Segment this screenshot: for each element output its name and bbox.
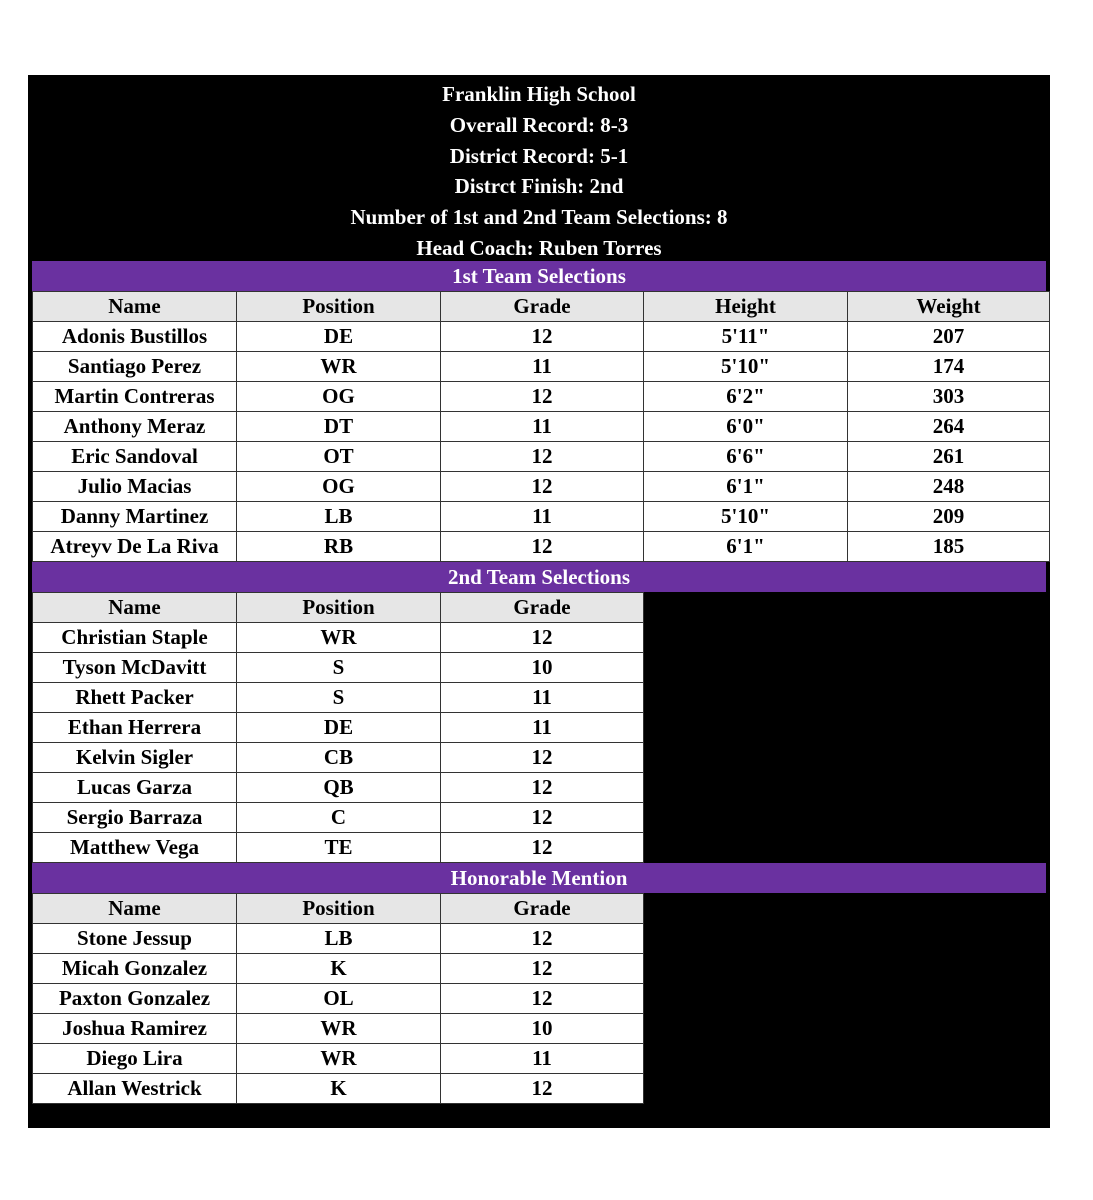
column-header-grade: Grade xyxy=(441,894,644,924)
column-header-name: Name xyxy=(33,894,237,924)
player-grade: 11 xyxy=(441,502,644,532)
player-grade: 12 xyxy=(441,532,644,562)
player-position: LB xyxy=(237,924,441,954)
second-team-body xyxy=(33,593,644,863)
table-row xyxy=(33,653,644,683)
table-row xyxy=(33,532,1050,562)
column-header-grade: Grade xyxy=(441,292,644,322)
player-name: Martin Contreras xyxy=(33,382,237,412)
school-name: Franklin High School xyxy=(442,82,636,106)
table-row xyxy=(33,352,1050,382)
table-row xyxy=(33,472,1050,502)
player-weight: 303 xyxy=(848,382,1050,412)
player-position: LB xyxy=(237,502,441,532)
honorable-mention-title: Honorable Mention xyxy=(32,863,1046,893)
player-name: Christian Staple xyxy=(33,623,237,653)
overall-record: Overall Record: 8-3 xyxy=(449,112,629,137)
table-row xyxy=(33,954,644,984)
player-name: Adonis Bustillos xyxy=(33,322,237,352)
district-record: District Record: 5-1 xyxy=(449,143,629,168)
player-grade: 12 xyxy=(441,954,644,984)
second-team-table xyxy=(32,592,644,863)
player-name: Allan Westrick xyxy=(33,1074,237,1104)
player-grade: 10 xyxy=(441,1014,644,1044)
player-height: 5'10" xyxy=(644,352,848,382)
player-position: OG xyxy=(237,472,441,502)
player-grade: 12 xyxy=(441,743,644,773)
column-header-grade: Grade xyxy=(441,593,644,623)
player-grade: 11 xyxy=(441,352,644,382)
column-header-row xyxy=(33,894,644,924)
player-position: OT xyxy=(237,442,441,472)
player-position: S xyxy=(237,683,441,713)
player-name: Matthew Vega xyxy=(33,833,237,863)
team-selections-count: Number of 1st and 2nd Team Selections: 8 xyxy=(350,205,728,230)
player-grade: 12 xyxy=(441,833,644,863)
player-grade: 12 xyxy=(441,623,644,653)
table-row xyxy=(33,1044,644,1074)
player-grade: 11 xyxy=(441,1044,644,1074)
player-position: WR xyxy=(237,352,441,382)
column-header-position: Position xyxy=(237,593,441,623)
player-height: 5'11" xyxy=(644,322,848,352)
player-grade: 12 xyxy=(441,773,644,803)
player-position: TE xyxy=(237,833,441,863)
player-position: WR xyxy=(237,623,441,653)
table-row xyxy=(33,833,644,863)
player-name: Danny Martinez xyxy=(33,502,237,532)
player-name: Julio Macias xyxy=(33,472,237,502)
player-weight: 264 xyxy=(848,412,1050,442)
player-name: Diego Lira xyxy=(33,1044,237,1074)
player-weight: 185 xyxy=(848,532,1050,562)
player-name: Tyson McDavitt xyxy=(33,653,237,683)
player-position: OG xyxy=(237,382,441,412)
player-position: C xyxy=(237,803,441,833)
player-position: DT xyxy=(237,412,441,442)
player-name: Ethan Herrera xyxy=(33,713,237,743)
player-height: 6'2" xyxy=(644,382,848,412)
player-name: Lucas Garza xyxy=(33,773,237,803)
all-district-sheet xyxy=(28,75,1050,1128)
second-team-title: 2nd Team Selections xyxy=(32,562,1046,592)
player-grade: 12 xyxy=(441,472,644,502)
player-name: Eric Sandoval xyxy=(33,442,237,472)
table-row xyxy=(33,382,1050,412)
table-row xyxy=(33,743,644,773)
column-header-position: Position xyxy=(237,292,441,322)
district-finish: Distrct Finish: 2nd xyxy=(454,174,624,199)
player-grade: 12 xyxy=(441,984,644,1014)
head-coach: Head Coach: Ruben Torres xyxy=(416,235,662,260)
first-team-title: 1st Team Selections xyxy=(32,261,1046,291)
player-height: 5'10" xyxy=(644,502,848,532)
player-height: 6'1" xyxy=(644,472,848,502)
player-grade: 12 xyxy=(441,322,644,352)
player-name: Joshua Ramirez xyxy=(33,1014,237,1044)
table-row xyxy=(33,1074,644,1104)
table-row xyxy=(33,623,644,653)
player-name: Atreyv De La Riva xyxy=(33,532,237,562)
table-row xyxy=(33,984,644,1014)
player-position: DE xyxy=(237,322,441,352)
player-position: WR xyxy=(237,1014,441,1044)
table-row xyxy=(33,803,644,833)
player-grade: 11 xyxy=(441,713,644,743)
table-row xyxy=(33,442,1050,472)
player-weight: 261 xyxy=(848,442,1050,472)
player-weight: 209 xyxy=(848,502,1050,532)
honorable-mention-body xyxy=(33,894,644,1104)
player-position: K xyxy=(237,1074,441,1104)
player-height: 6'6" xyxy=(644,442,848,472)
player-name: Sergio Barraza xyxy=(33,803,237,833)
player-height: 6'1" xyxy=(644,532,848,562)
player-name: Kelvin Sigler xyxy=(33,743,237,773)
player-name: Paxton Gonzalez xyxy=(33,984,237,1014)
player-position: RB xyxy=(237,532,441,562)
player-grade: 11 xyxy=(441,412,644,442)
table-row xyxy=(33,502,1050,532)
player-position: QB xyxy=(237,773,441,803)
player-name: Anthony Meraz xyxy=(33,412,237,442)
column-header-name: Name xyxy=(33,593,237,623)
player-grade: 12 xyxy=(441,1074,644,1104)
player-name: Santiago Perez xyxy=(33,352,237,382)
player-height: 6'0" xyxy=(644,412,848,442)
player-name: Stone Jessup xyxy=(33,924,237,954)
column-header-height: Height xyxy=(644,292,848,322)
player-grade: 12 xyxy=(441,803,644,833)
column-header-name: Name xyxy=(33,292,237,322)
column-header-row xyxy=(33,292,1050,322)
player-position: K xyxy=(237,954,441,984)
honorable-mention-table xyxy=(32,893,644,1104)
school-summary-header xyxy=(29,76,1049,261)
player-name: Micah Gonzalez xyxy=(33,954,237,984)
table-row xyxy=(33,713,644,743)
first-team-table xyxy=(32,291,1050,562)
table-row xyxy=(33,683,644,713)
player-grade: 12 xyxy=(441,382,644,412)
player-weight: 207 xyxy=(848,322,1050,352)
player-grade: 12 xyxy=(441,924,644,954)
table-row xyxy=(33,322,1050,352)
table-row xyxy=(33,412,1050,442)
player-position: CB xyxy=(237,743,441,773)
column-header-row xyxy=(33,593,644,623)
player-position: DE xyxy=(237,713,441,743)
table-row xyxy=(33,1014,644,1044)
player-position: WR xyxy=(237,1044,441,1074)
player-weight: 174 xyxy=(848,352,1050,382)
column-header-weight: Weight xyxy=(848,292,1050,322)
player-grade: 12 xyxy=(441,442,644,472)
player-weight: 248 xyxy=(848,472,1050,502)
player-grade: 11 xyxy=(441,683,644,713)
first-team-body xyxy=(33,292,1050,562)
table-row xyxy=(33,924,644,954)
player-position: S xyxy=(237,653,441,683)
table-row xyxy=(33,773,644,803)
player-name: Rhett Packer xyxy=(33,683,237,713)
player-position: OL xyxy=(237,984,441,1014)
player-grade: 10 xyxy=(441,653,644,683)
column-header-position: Position xyxy=(237,894,441,924)
